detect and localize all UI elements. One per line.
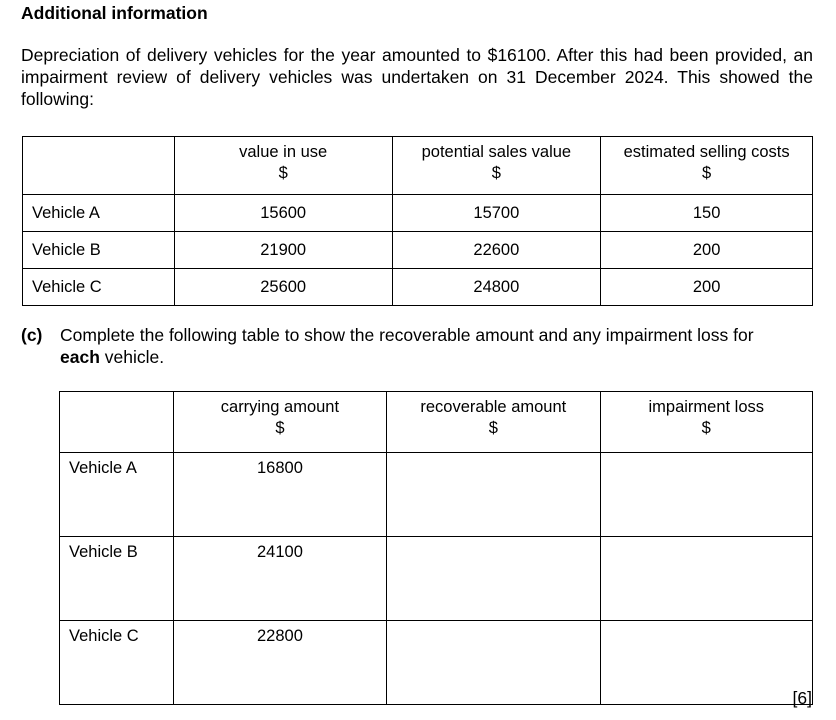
header-unit: $ bbox=[275, 419, 285, 437]
estimated-selling-costs-cell: 150 bbox=[601, 195, 813, 232]
table-row-vehicle-b bbox=[60, 537, 813, 621]
header-impairment-loss bbox=[600, 392, 812, 453]
potential-sales-value-cell: 22600 bbox=[392, 232, 601, 269]
header-title: carrying amount bbox=[220, 398, 340, 416]
row-label: Vehicle C bbox=[23, 269, 175, 306]
impairment-loss-answer-cell[interactable] bbox=[600, 537, 812, 621]
value-in-use-cell: 21900 bbox=[174, 232, 392, 269]
table-row-vehicle-a bbox=[60, 453, 813, 537]
row-label: Vehicle B bbox=[23, 232, 175, 269]
table-row-vehicle-c bbox=[23, 269, 813, 306]
header-title: estimated selling costs bbox=[623, 143, 790, 161]
answer-table bbox=[59, 391, 813, 705]
impairment-loss-answer-cell[interactable] bbox=[600, 621, 812, 705]
value-in-use-cell: 15600 bbox=[174, 195, 392, 232]
header-unit: $ bbox=[702, 164, 712, 182]
header-estimated-selling-costs bbox=[601, 137, 813, 195]
row-label: Vehicle A bbox=[23, 195, 175, 232]
recoverable-amount-answer-cell[interactable] bbox=[387, 453, 600, 537]
carrying-amount-cell: 16800 bbox=[173, 453, 386, 537]
table-row-vehicle-b bbox=[23, 232, 813, 269]
question-label: (c) bbox=[21, 325, 43, 345]
impairment-review-table bbox=[22, 136, 813, 306]
question-part-c bbox=[21, 324, 813, 368]
emphasis-each: each bbox=[60, 347, 100, 367]
estimated-selling-costs-cell: 200 bbox=[601, 232, 813, 269]
potential-sales-value-cell: 15700 bbox=[392, 195, 601, 232]
header-value-in-use bbox=[174, 137, 392, 195]
header-recoverable-amount bbox=[387, 392, 600, 453]
table-header-row bbox=[60, 392, 813, 453]
carrying-amount-cell: 22800 bbox=[173, 621, 386, 705]
row-label: Vehicle A bbox=[60, 453, 174, 537]
empty-header-cell bbox=[60, 392, 174, 453]
empty-header-cell bbox=[23, 137, 175, 195]
table-row-vehicle-a bbox=[23, 195, 813, 232]
header-unit: $ bbox=[488, 419, 498, 437]
header-unit: $ bbox=[701, 419, 711, 437]
header-title: impairment loss bbox=[648, 398, 765, 416]
header-carrying-amount bbox=[173, 392, 386, 453]
header-unit: $ bbox=[491, 164, 501, 182]
carrying-amount-cell: 24100 bbox=[173, 537, 386, 621]
row-label: Vehicle C bbox=[60, 621, 174, 705]
section-heading: Additional information bbox=[21, 3, 208, 23]
header-unit: $ bbox=[278, 164, 288, 182]
header-potential-sales-value bbox=[392, 137, 601, 195]
impairment-loss-answer-cell[interactable] bbox=[600, 453, 812, 537]
table-header-row bbox=[23, 137, 813, 195]
recoverable-amount-answer-cell[interactable] bbox=[387, 537, 600, 621]
header-title: recoverable amount bbox=[420, 398, 567, 416]
row-label: Vehicle B bbox=[60, 537, 174, 621]
estimated-selling-costs-cell: 200 bbox=[601, 269, 813, 306]
intro-paragraph: Depreciation of delivery vehicles for the year amounted to $16100. After this had been provided, an impairment review of delivery vehicles was undertaken on 31 December 2024. This showed the following: bbox=[21, 45, 813, 109]
question-text-line2 bbox=[21, 346, 813, 368]
value-in-use-cell: 25600 bbox=[174, 269, 392, 306]
question-text-rest: vehicle. bbox=[99, 347, 165, 367]
question-text-line1: Complete the following table to show the recoverable amount and any impairment loss for bbox=[60, 325, 754, 345]
header-title: value in use bbox=[239, 143, 328, 161]
header-title: potential sales value bbox=[421, 143, 572, 161]
table-row-vehicle-c bbox=[60, 621, 813, 705]
marks-indicator: [6] bbox=[792, 688, 812, 708]
potential-sales-value-cell: 24800 bbox=[392, 269, 601, 306]
recoverable-amount-answer-cell[interactable] bbox=[387, 621, 600, 705]
